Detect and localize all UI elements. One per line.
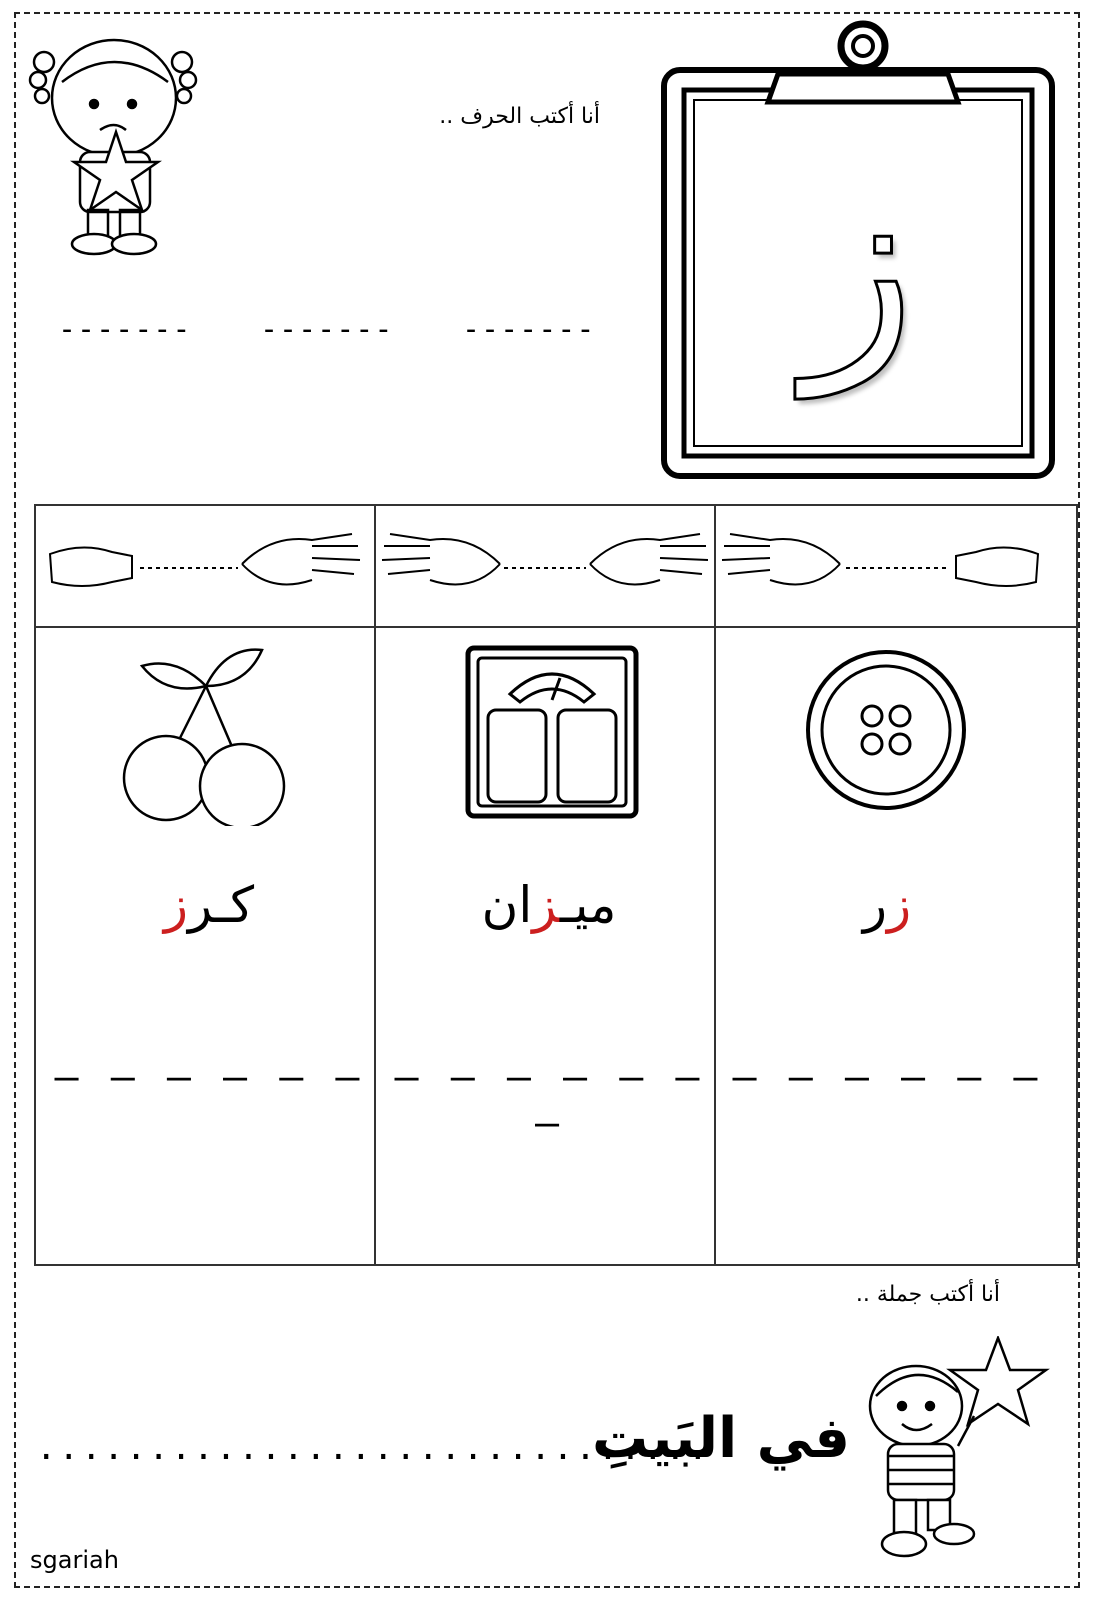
sentence-write-line[interactable]: .............................. — [36, 1428, 711, 1468]
scale-icon — [464, 644, 640, 820]
grid-divider — [36, 626, 1076, 628]
clap-hands-icon — [42, 524, 368, 608]
word-practice-line[interactable]: – – – – – – — [732, 1054, 1042, 1100]
boy-with-star-icon — [858, 1336, 1058, 1566]
sentence-text: في البَيتِ — [591, 1406, 850, 1471]
author-credit: sgariah — [30, 1546, 119, 1574]
word-practice-line[interactable]: – – – – – – — [54, 1054, 364, 1100]
letter-practice-line[interactable]: ------- — [462, 312, 596, 347]
word-button: زر — [862, 876, 912, 934]
word-cherry: كـرز — [163, 876, 255, 934]
featured-letter: ز — [804, 131, 916, 398]
girl-with-star-icon — [22, 22, 202, 262]
words-grid — [34, 504, 1078, 1266]
instruction-letter: أنا أكتب الحرف .. — [439, 104, 600, 129]
letter-practice-line[interactable]: ------- — [58, 312, 192, 347]
cherry-icon — [116, 636, 296, 826]
clap-hands-icon — [380, 524, 708, 608]
button-icon — [802, 646, 970, 814]
letter-practice-line[interactable]: ------- — [260, 312, 394, 347]
clap-hands-icon — [720, 524, 1050, 608]
word-practice-line[interactable]: – – – – – – – — [394, 1054, 704, 1146]
word-scale: ميـزان — [481, 876, 617, 934]
instruction-sentence: أنا أكتب جملة .. — [855, 1282, 1000, 1307]
